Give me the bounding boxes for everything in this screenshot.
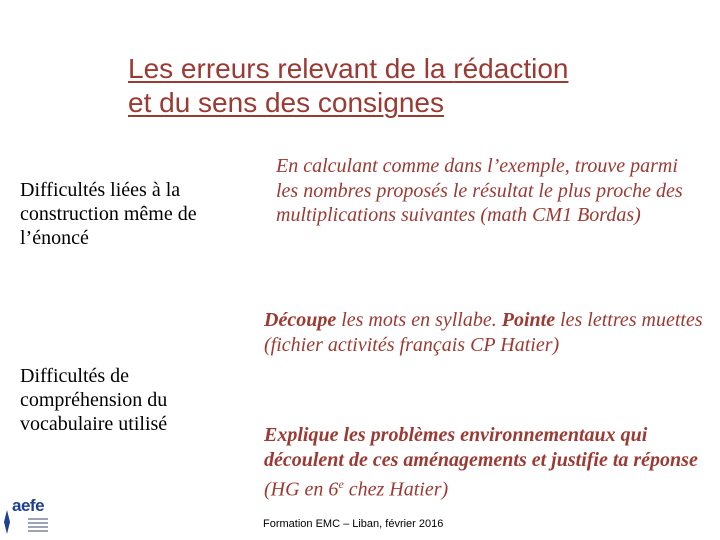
label-vocabulary: Difficultés de compréhension du vocabulaire utilisé bbox=[20, 365, 168, 435]
quote-text: (HG en 6 bbox=[264, 478, 339, 501]
logo-mark-icon bbox=[4, 510, 10, 534]
slide-title bbox=[128, 52, 688, 120]
logo-lines-icon bbox=[28, 518, 48, 534]
quote-instruction: Explique les problèmes environnementaux qui découlent de ces aménagements et justifie ta réponse bbox=[264, 424, 698, 471]
title-underlined-word: rédaction bbox=[453, 53, 569, 84]
quote-math-example: En calculant comme dans l’exemple, trouve parmi les nombres proposés le résultat le plus proche des multiplications suivantes (math CM1 Bordas) bbox=[276, 155, 683, 226]
quote-superscript: e bbox=[338, 477, 344, 491]
footer-text: Formation EMC – Liban, février 2016 bbox=[263, 518, 444, 530]
quote-text: les lettres muettes (fichier activités français CP Hatier) bbox=[264, 309, 703, 356]
quote-french-example bbox=[264, 308, 704, 357]
label-construction: Difficultés liées à la construction même de l’énoncé bbox=[20, 179, 197, 249]
title-line2: et du sens des consignes bbox=[128, 87, 444, 118]
quote-text: chez Hatier) bbox=[343, 478, 449, 501]
quote-verb-decoupe: Découpe bbox=[264, 309, 337, 331]
aefe-logo bbox=[4, 496, 52, 536]
quote-history-example bbox=[264, 423, 704, 502]
quote-text: les mots en syllabe. bbox=[336, 309, 502, 331]
title-line1-start: Les erreurs relevant de la bbox=[128, 53, 454, 84]
logo-text: aefe bbox=[12, 496, 45, 515]
quote-verb-pointe: Pointe bbox=[501, 309, 556, 331]
